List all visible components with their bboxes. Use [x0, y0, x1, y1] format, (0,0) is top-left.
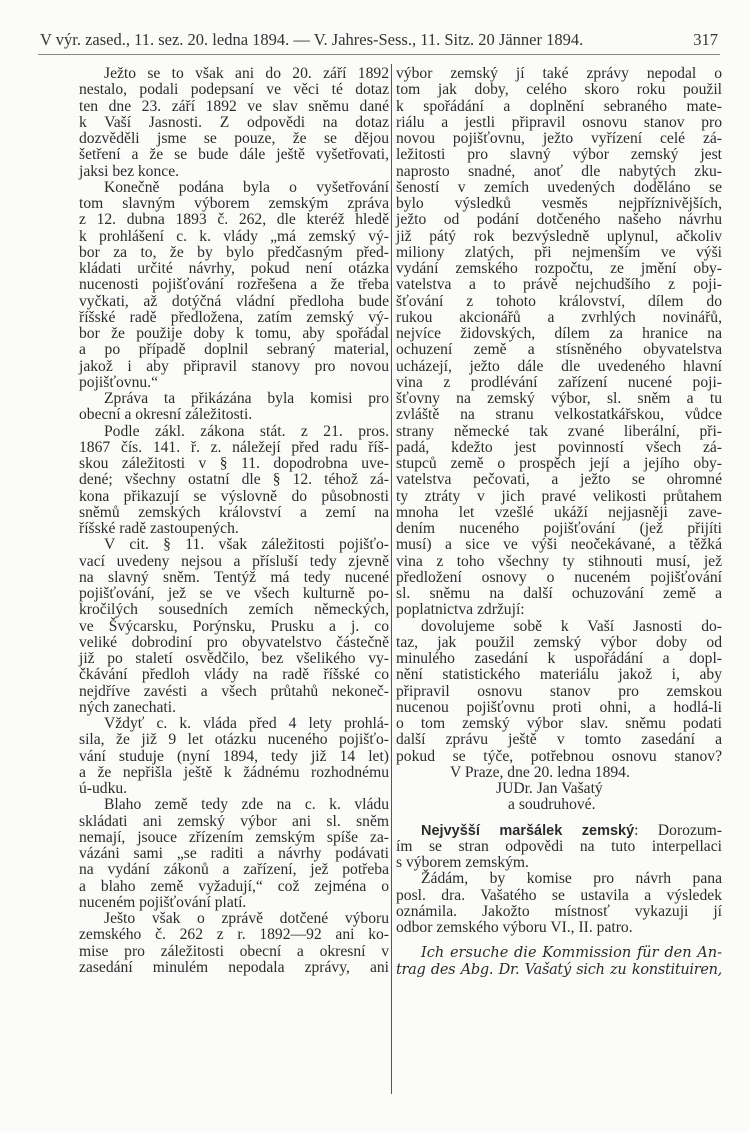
text-line: pojišťování, jež se ve všech kulturně po- — [79, 585, 389, 602]
text-line: říšské radě předložena, zatím zemský vý- — [79, 308, 389, 326]
text-line: nucenou pojišťovnu proti ohni, a hodlá-li — [396, 698, 722, 716]
text-line: vina z toho všechny ty stihnouti musí, jež — [396, 552, 722, 570]
text-line: šťovny na zemský výbor, sl. sněm a tu — [396, 390, 722, 407]
text-line: ucházejí, ježto dále dle uvedeného hlavní — [396, 357, 722, 375]
text-line: jakož i aby připravil stanovy pro novou — [79, 357, 389, 375]
text-line: nuceném pojišťování platí. — [79, 893, 247, 911]
text-line: říšské radě zastoupených. — [79, 520, 239, 537]
text-line: a po případě doplnil sebraný material, — [79, 341, 389, 359]
text-line: nejvíce židovských, dílem za hranice na — [396, 325, 722, 342]
text-line: a blaho země vyžadují,“ což zejména o — [79, 877, 389, 895]
text-line: vatelstva pečovati, a ježto se ohromné — [396, 471, 722, 489]
text-line: ten dne 23. září 1892 ve slav sněmu dané — [79, 97, 389, 115]
text-line: již pátý rok bezvýsledně uplynul, ačkoliv — [396, 227, 722, 245]
text-line: sl. sněmu na další ochuzování země a — [396, 585, 722, 602]
text-line: poplatnictva zdržují: — [396, 601, 525, 619]
text-line: Podle zákl. zákona stát. z 21. pros. — [104, 422, 389, 440]
speaker-name: Nejvyšší maršálek zemský — [421, 822, 635, 839]
text-line: ty ztráty v jich pravé velikosti průtahem — [396, 487, 722, 505]
text-line: skou záležitosti v § 11. dopodrobna uve- — [79, 455, 389, 472]
text-line: bor za to, že by bylo předčasným před- — [79, 243, 389, 261]
page-number: 317 — [693, 30, 718, 49]
text-line: vací uvedeny nejsou a přísluší tedy zjevně — [79, 552, 389, 570]
text-line: mnoha let vzešlé ukáží nejjasněji zave- — [396, 503, 722, 521]
text-line: rukou akcionářů a zvrhlých novinářů, — [396, 308, 722, 326]
text-line: skládati ani zemský výbor ani sl. sněm — [79, 812, 389, 830]
right-column — [396, 66, 722, 978]
text-line: a soudruhové. — [508, 796, 596, 814]
text-line: veliké dobrodiní pro obyvatelstvo částečně — [79, 633, 389, 651]
text-line: ných zanechati. — [79, 698, 176, 716]
text-line: dovolujeme sobě k Vaší Jasnosti do- — [421, 617, 722, 635]
text-line: mise pro záležitosti obecní a okresní v — [79, 942, 389, 960]
column-divider — [391, 64, 392, 1094]
text-line: dené; všechny ostatní dle § 12. téhož zá- — [79, 471, 389, 489]
text-line: novou pojišťovnu, ježto vyřízení celé zá- — [396, 130, 722, 147]
text-line: nejdříve zavésti a všech průtahů nekoneč- — [79, 682, 389, 700]
text-line: musí) a sice ve výši neočekávané, a těžká — [396, 536, 722, 554]
text-line: již po staletí osvědčilo, bez všelikého vy- — [79, 650, 389, 667]
text-line: odbor zemského výboru VI., II. patro. — [396, 919, 633, 936]
paragraph-gap — [396, 936, 722, 945]
text-line: vázáni sami „se raditi a návrhy podávati — [79, 845, 389, 862]
text-line: Ich ersuche die Kommission für den An- — [421, 945, 722, 962]
text-line: další zprávu ještě v tomto zasedání a — [396, 731, 722, 749]
text-line: Blaho země tedy zde na c. k. vládu — [104, 796, 389, 814]
text-line — [396, 823, 722, 839]
text-line: předložení osnovy o nuceném pojišťování — [396, 568, 722, 586]
text-line: kládati určité návrhy, pokud není otázka — [79, 260, 389, 277]
text-line: zemského č. 262 z r. 1892—92 ani ko- — [79, 926, 389, 944]
text-line: kona přikazují se výslovně do působnosti — [79, 487, 389, 505]
text-line: k prohlášení c. k. vlády „má zemský vý- — [79, 227, 389, 245]
text-line: a že nepřišla ještě k žádnému rozhodnému — [79, 763, 389, 781]
text-line: jaksi bez konce. — [79, 162, 180, 180]
text-line: vydání zemského rozpočtu, ze jmění oby- — [396, 260, 722, 277]
text-line: nestalo, podali podepsaní ve věci té dotaz — [79, 81, 389, 99]
text-line: naprosto snadné, anoť dle nabytých zku- — [396, 162, 722, 180]
text-line: výbor zemský jí také zprávy nepodal o — [396, 65, 722, 82]
text-line: miliony zlatých, při nejmenším ve výši — [396, 243, 722, 261]
text-line: šeností v zemích uvedených doděláno se — [396, 178, 722, 196]
text-line: ú-udku. — [79, 780, 128, 797]
text-line: připravil osnovu stanov pro zemskou — [396, 682, 722, 700]
text-line: o tom zemský výbor slav. sněmu podati — [396, 715, 722, 732]
text-line: ím se stran odpovědi na tuto interpellaci — [396, 837, 722, 855]
text-line: zasedání minulém nepodala zprávy, ani — [79, 958, 389, 976]
text-line: Konečně podána byla o vyšetřování — [104, 178, 389, 196]
text-line: V cit. § 11. však záležitosti pojišťo- — [104, 536, 389, 554]
text-line: Ježto se to však ani do 20. září 1892 — [104, 65, 389, 82]
text-line: vatelstva a to právě nejchudšího z poji- — [396, 276, 722, 294]
text-line: riálu a jestli připravil osnovu stanov pro — [396, 113, 722, 131]
text-line: trag des Abg. Dr. Vašatý sich zu konstituiren, — [396, 961, 722, 978]
text-line: ležitosti pro slavný výbor zemský jest — [396, 146, 722, 164]
text-line: strany německé tak zvané liberální, při- — [396, 422, 722, 440]
text-line: pokud se týče, potřebnou osnovu stanov? — [396, 747, 722, 765]
text-line: stupců země o prospěch její a jejího oby- — [396, 455, 722, 472]
text-line: Ješto však o zprávě dotčené výboru — [104, 910, 389, 927]
text-line: nění statistického materiálu jakož i, aby — [396, 666, 722, 684]
text-line: sila, že již 9 let otázku nuceného pojišťo- — [79, 731, 389, 749]
left-column — [79, 66, 389, 976]
text-line: Vždyť c. k. vláda před 4 lety prohlá- — [104, 715, 389, 732]
text-line: vyčkati, až dotýčná vládní předloha bude — [79, 292, 389, 310]
header-rule — [38, 54, 720, 55]
text-line: obecní a okresní záležitosti. — [79, 406, 253, 424]
text-line: kročilých sousedních zemích německých, — [79, 601, 389, 619]
text-line: Žádám, by komise pro návrh pana — [421, 870, 722, 888]
header-title: V výr. zased., 11. sez. 20. ledna 1894. — V. Jahres-Sess., 11. Sitz. 20 Jänner 1894. — [40, 30, 584, 49]
text-line: tom slavným výborem zemským zpráva — [79, 195, 389, 212]
text-line: oznámila. Jakožto místnosť vykazuji jí — [396, 902, 722, 920]
text-line: Zpráva ta přikázána byla komisi pro — [104, 390, 389, 407]
text-line: nucenosti pojišťování rozřešena a že třeba — [79, 276, 389, 294]
text-line: šťování z tohoto království, dílem do — [396, 292, 722, 310]
text-line: posl. dra. Vašatého se ustavila a výsledek — [396, 886, 722, 904]
text-line: na slavný sněm. Tentýž má tedy nucené — [79, 568, 389, 586]
text-line: šetření a že se bude dále ještě vyšetřovati, — [79, 146, 389, 164]
text-line: ve Švýcarsku, Porýnsku, Prusku a j. co — [79, 617, 389, 635]
running-header — [40, 30, 718, 52]
text-line: nemají, jsouce zřízením zemským spíše za- — [79, 828, 389, 846]
text-line: taz, jak použil zemský výbor doby od — [396, 633, 722, 651]
text-line: bor že použije doby k tomu, aby spořádal — [79, 325, 389, 342]
text-line: čkávání předloh vlády na radě říšské co — [79, 666, 389, 684]
text-line: sněmů zemských království a zemí na — [79, 503, 389, 521]
text-line: tom jak doby, celého skoro roku použil — [396, 81, 722, 99]
text-line: JUDr. Jan Vašatý — [496, 780, 603, 797]
text-line: vina z prodlévání zařízení nucené poji- — [396, 373, 722, 391]
text-line: bylo výsledků vesměs nejpříznivějších, — [396, 195, 722, 212]
text-line: zvláště na stranu velkostatkářskou, vůdce — [396, 406, 722, 424]
text-line: vání studuje (nyní 1894, tedy již 14 let) — [79, 747, 389, 765]
text-line: na vydání zákonů a zařízení, jež potřeba — [79, 861, 389, 879]
text-line: minulého zasedání k uspořádání a dopl- — [396, 650, 722, 667]
text-line: dozvěděli jsme se pouze, že se dějou — [79, 130, 389, 147]
text-line: 1867 čís. 141. ř. z. náležejí před radu říš- — [79, 438, 389, 456]
text-line: k Vaší Jasnosti. Z odpovědi na dotaz — [79, 113, 389, 131]
text-line: V Praze, dne 20. ledna 1894. — [450, 763, 630, 781]
text-line: z 12. dubna 1893 č. 262, dle kteréž hledě — [79, 211, 389, 229]
speaker-text: : Dorozum- — [634, 821, 722, 839]
text-line: ježto od podání dotčeného našeho návrhu — [396, 211, 722, 229]
text-line: s výborem zemským. — [396, 854, 529, 871]
text-line: pojišťovnu.“ — [79, 373, 158, 391]
text-line: ochuzení země a stísněného obyvatelstva — [396, 341, 722, 359]
text-line: dením nuceného pojišťování (jež přijíti — [396, 520, 722, 537]
text-line: k spořádání a doplnění sebraného mate- — [396, 97, 722, 115]
text-line: padá, kdežto jest povinností všech zá- — [396, 438, 722, 456]
